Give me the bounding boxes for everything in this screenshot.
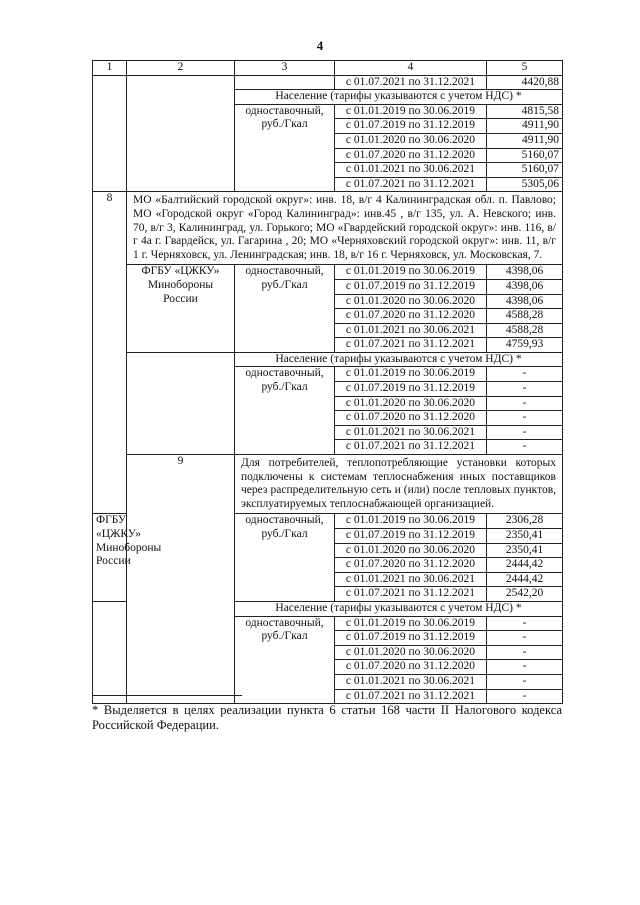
population-label: Население (тарифы указываются с учетом НДС) * [235,601,563,616]
period-cell: с 01.07.2020 по 31.12.2020 [335,411,487,426]
value-cell: 4420,88 [487,75,563,90]
value-cell: 2444,42 [487,558,563,573]
period-cell: с 01.07.2019 по 31.12.2019 [335,119,487,134]
period-cell: с 01.01.2020 по 30.06.2020 [335,645,487,660]
period-cell: с 01.01.2019 по 30.06.2019 [335,367,487,382]
period-cell: с 01.07.2021 по 31.12.2021 [335,338,487,353]
empty-cell [127,352,235,454]
period-cell: с 01.01.2021 по 30.06.2021 [335,163,487,178]
section-row [93,192,563,265]
period-cell: с 01.07.2020 по 31.12.2020 [335,148,487,163]
period-cell: с 01.01.2020 по 30.06.2020 [335,133,487,148]
tariff-type-cell: одноставочный, руб./Гкал [235,265,335,353]
value-cell: 4911,90 [487,119,563,134]
period-cell: с 01.01.2021 по 30.06.2021 [335,572,487,587]
period-cell: с 01.07.2019 по 31.12.2019 [335,529,487,544]
header-cell: 1 [93,61,127,76]
value-cell: - [487,674,563,689]
header-row [93,61,563,76]
period-cell: с 01.07.2019 по 31.12.2019 [335,631,487,646]
period-cell: с 01.01.2019 по 30.06.2019 [335,514,487,529]
value-cell: 2306,28 [487,514,563,529]
period-cell: с 01.07.2019 по 31.12.2019 [335,382,487,397]
tariff-type-cell: одноставочный, руб./Гкал [235,616,335,704]
value-cell: - [487,396,563,411]
row-num-cell: 8 [93,192,127,514]
value-cell: 2542,20 [487,587,563,602]
value-cell: 4398,06 [487,265,563,280]
row-num-cell: 9 [127,455,235,704]
period-cell: с 01.07.2021 по 31.12.2021 [335,177,487,192]
period-cell: с 01.07.2021 по 31.12.2021 [335,689,487,704]
value-cell: - [487,425,563,440]
value-cell: 5305,06 [487,177,563,192]
org-cell [127,75,235,192]
value-cell: 4759,93 [487,338,563,353]
value-cell: 2350,41 [487,529,563,544]
population-row [93,352,563,367]
header-cell: 4 [335,61,487,76]
period-cell: с 01.01.2019 по 30.06.2019 [335,104,487,119]
value-cell: 2350,41 [487,543,563,558]
period-cell: с 01.07.2020 по 31.12.2020 [335,309,487,324]
value-cell: 4911,90 [487,133,563,148]
period-cell: с 01.01.2021 по 30.06.2021 [335,425,487,440]
value-cell: 2444,42 [487,572,563,587]
section-row [93,455,563,514]
value-cell: 4588,28 [487,309,563,324]
org-cell: ФГБУ «ЦЖКУ» Минобороны России [93,514,127,602]
header-cell: 5 [487,61,563,76]
row-num-cell [93,75,127,192]
value-cell: - [487,660,563,675]
value-cell: 5160,07 [487,148,563,163]
tariff-table [92,60,563,704]
population-label: Население (тарифы указываются с учетом НДС) * [235,90,563,105]
value-cell: 4398,06 [487,279,563,294]
period-cell: с 01.01.2020 по 30.06.2020 [335,543,487,558]
value-cell: 5160,07 [487,163,563,178]
org-cell: ФГБУ «ЦЖКУ» Минобороны России [127,265,235,353]
tariff-type-cell [235,75,335,90]
footnote-rule [92,695,242,696]
value-cell: - [487,631,563,646]
period-cell: с 01.01.2021 по 30.06.2021 [335,674,487,689]
period-cell: с 01.07.2019 по 31.12.2019 [335,279,487,294]
header-cell: 3 [235,61,335,76]
value-cell: 4588,28 [487,323,563,338]
period-cell: с 01.07.2021 по 31.12.2021 [335,440,487,455]
consumers-description: Для потребителей, теплопотребляющие установки которых подключены к системам теплоснабжения иных поставщиков через распределительную сеть и (или) после тепловых пунктов, эксплуатируемых теплоснабжающей организацией. [235,455,563,514]
period-cell: с 01.07.2020 по 31.12.2020 [335,660,487,675]
value-cell: - [487,382,563,397]
value-cell: - [487,645,563,660]
page-number: 4 [316,38,324,53]
tariff-type-cell: одноставочный, руб./Гкал [235,104,335,192]
value-cell: - [487,689,563,704]
value-cell: - [487,367,563,382]
period-cell: с 01.01.2021 по 30.06.2021 [335,323,487,338]
table-row [93,265,563,280]
period-cell: с 01.01.2019 по 30.06.2019 [335,265,487,280]
empty-cell [93,601,127,703]
period-cell: с 01.01.2020 по 30.06.2020 [335,396,487,411]
value-cell: - [487,411,563,426]
footnote: * Выделяется в целях реализации пункта 6 статьи 168 части II Налогового кодекса Российской Федерации. [92,703,562,732]
tariff-table-body [93,61,563,704]
value-cell: - [487,440,563,455]
period-cell: с 01.07.2021 по 31.12.2021 [335,75,487,90]
locations-description: МО «Балтийский городской округ»: инв. 18, в/г 4 Калининградская обл. п. Павлово; МО «Городской округ «Город Калининград»: инв.45 , в/г 135, ул. А. Невского; инв. 70, в/г 3, Калининград, ул. Горького; МО «Гвардейский городской округ»: инв. 116, в/г 4а г. Гвардейск, ул. Гагарина , 20; МО «Черняховский городской округ»: инв. 11, в/г 1 г. Черняховск, ул. Ленинградская; инв. 18, в/г 16 г. Черняховск, ул. Московская, 7. [127,192,563,265]
table-row [93,75,563,90]
period-cell: с 01.01.2019 по 30.06.2019 [335,616,487,631]
period-cell: с 01.01.2020 по 30.06.2020 [335,294,487,309]
period-cell: с 01.07.2020 по 31.12.2020 [335,558,487,573]
tariff-type-cell: одноставочный, руб./Гкал [235,367,335,455]
period-cell: с 01.07.2021 по 31.12.2021 [335,587,487,602]
tariff-type-cell: одноставочный, руб./Гкал [235,514,335,602]
value-cell: 4398,06 [487,294,563,309]
value-cell: - [487,616,563,631]
value-cell: 4815,58 [487,104,563,119]
header-cell: 2 [127,61,235,76]
population-label: Население (тарифы указываются с учетом НДС) * [235,352,563,367]
